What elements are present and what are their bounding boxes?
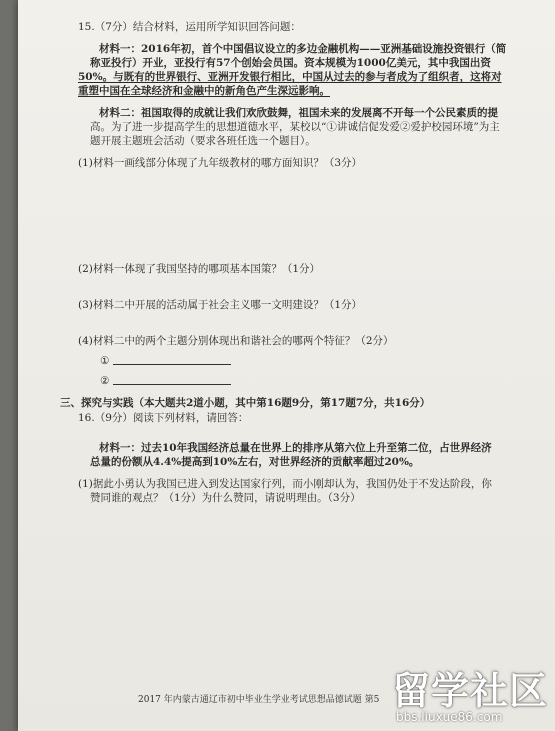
q15-sub3: (3)材料二中开展的活动属于社会主义哪一文明建设？（1分）: [78, 299, 363, 311]
answer-blank-2-line: [113, 383, 231, 385]
q15-sub1: (1)材料一画线部分体现了九年级教材的哪方面知识？（3分）: [78, 157, 363, 169]
answer-blank-1-label: ①: [100, 355, 110, 367]
q16-material1-line2: 总量的份额从4.4%提高到10%左右，对世界经济的贡献率超过20%。: [90, 456, 420, 468]
exam-page: [18, 0, 555, 731]
q15-material1-line1: 材料一：2016年初，首个中国倡议设立的多边金融机构——亚洲基础设施投资银行（简: [99, 43, 507, 55]
q15-material1-line4: 重塑中国在全球经济和金融中的新角色产生深远影响。: [78, 85, 330, 97]
answer-blank-1[interactable]: [78, 348, 536, 368]
exam-content: [60, 20, 536, 505]
q15-sub2: (2)材料一体现了我国坚持的哪项基本国策？（1分）: [78, 263, 321, 275]
page-footer: 2017 年内蒙古通辽市初中毕业生学业考试思想品德试题 第5: [138, 695, 380, 705]
q16-sub1-line1: (1)据此小勇认为我国已进入到发达国家行列，而小刚却认为，我国仍处于不发达阶段，你: [78, 478, 492, 490]
q16-material1-line1: 材料一：过去10年我国经济总量在世界上的排序从第六位上升至第二位，占世界经济: [99, 442, 492, 454]
q16-sub1-line2: 赞同谁的观点？（1分）为什么赞同，请说明理由。（3分）: [90, 492, 361, 504]
q16-title: 16.（9分）阅读下列材料，请回答：: [78, 412, 249, 424]
q15-material1-line2: 称亚投行）开业，亚投行有57个创始会员国。资本规模为1000亿美元，其中我国出资: [90, 57, 491, 69]
q15-material2-line2: 高。为了进一步提高学生的思想道德水平，某校以“①讲诚信促发爱②爱护校园环境”为主: [90, 121, 500, 133]
site-watermark: [392, 660, 552, 728]
q15-material2-line1: 材料二：祖国取得的成就让我们欢欣鼓舞，祖国未来的发展离不开每一个公民素质的提: [99, 107, 498, 119]
q15-sub4: (4)材料二中的两个主题分别体现出和谐社会的哪两个特征？（2分）: [78, 335, 394, 347]
watermark-url: bbs.liuxue86.com: [396, 710, 503, 724]
answer-blank-1-line: [113, 363, 231, 365]
q15-material2-line3: 题开展主题班会活动（要求各班任选一个题目）。: [90, 135, 316, 147]
q15-material1-line3: 50%。与既有的世界银行、亚洲开发银行相比，中国从过去的参与者成为了组织者，这将对: [78, 71, 502, 83]
answer-blank-2[interactable]: [78, 368, 536, 388]
section-3-heading: 三、探究与实践（本大题共2道小题，其中第16题9分，第17题7分，共16分）: [60, 397, 431, 409]
watermark-brand: 留学社区: [392, 669, 549, 713]
answer-blank-2-label: ②: [100, 375, 110, 387]
q15-title: 15.（7分）结合材料，运用所学知识回答问题：: [78, 21, 301, 33]
